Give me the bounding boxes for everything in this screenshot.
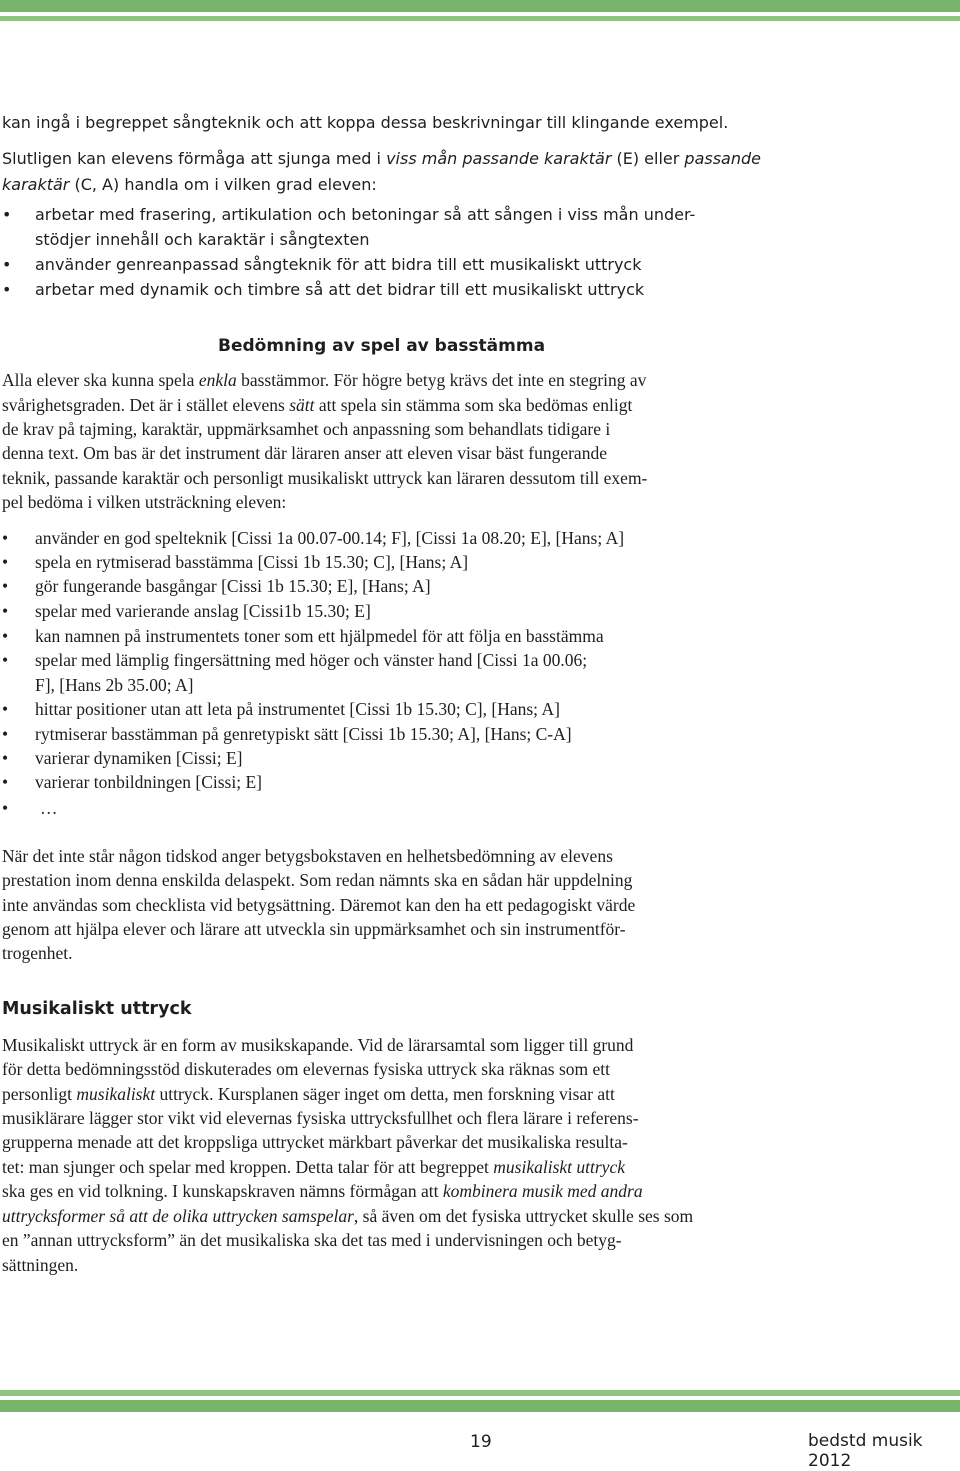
bass-bullet-1: använder en god spelteknik [Cissi 1a 00.07-00.14; F], [Cissi 1a 08.20; E], [Hans; A] xyxy=(35,528,625,548)
bullet-mark: • xyxy=(2,205,12,224)
musical-line-4: musiklärare lägger stor vikt vid elevernas fysiska uttrycksfullhet och flera lärare i referens- xyxy=(2,1108,639,1128)
bullet-mark: • xyxy=(2,528,9,548)
intro-line-2: Slutligen kan elevens förmåga att sjunga med i viss mån passande karaktär (E) eller passande xyxy=(2,149,761,168)
bullet-mark: • xyxy=(2,699,9,719)
sing-bullet-1-line-1: arbetar med frasering, artikulation och betoningar så att sången i viss mån under- xyxy=(35,205,696,224)
bullet-mark: • xyxy=(2,772,9,792)
bass-bullet-5: kan namnen på instrumentets toner som ett hjälpmedel för att följa en basstämma xyxy=(35,626,604,646)
bullet-mark: • xyxy=(2,280,12,299)
bullet-mark: • xyxy=(2,724,9,744)
bass-bullet-6-line-1: spelar med lämplig fingersättning med höger och vänster hand [Cissi 1a 00.06; xyxy=(35,650,588,670)
bass-bullet-9: varierar dynamiken [Cissi; E] xyxy=(35,748,243,768)
top-band-dark xyxy=(0,0,960,12)
intro-line-1: kan ingå i begreppet sångteknik och att koppa dessa beskrivningar till klingande exempel. xyxy=(2,113,729,132)
bass-bullet-2: spela en rytmiserad basstämma [Cissi 1b 15.30; C], [Hans; A] xyxy=(35,552,469,572)
sing-bullet-2: använder genreanpassad sångteknik för att bidra till ett musikaliskt uttryck xyxy=(35,255,642,274)
bass-bullet-4: spelar med varierande anslag [Cissi1b 15.30; E] xyxy=(35,601,371,621)
bullet-mark: • xyxy=(2,650,9,670)
page-number: 19 xyxy=(470,1432,492,1452)
bottom-band-dark xyxy=(0,1400,960,1412)
bullet-mark: • xyxy=(2,748,9,768)
bullet-mark: • xyxy=(2,601,9,621)
bass-para-line-2: svårighetsgraden. Det är i stället elevens sätt att spela sin stämma som ska bedömas enligt xyxy=(2,395,633,415)
bass-bullet-3: gör fungerande basgångar [Cissi 1b 15.30; E], [Hans; A] xyxy=(35,576,431,596)
musical-line-9: en ”annan uttrycksform” än det musikaliska ska det tas med i undervisningen och betyg- xyxy=(2,1230,622,1250)
musical-line-6: tet: man sjunger och spelar med kroppen. Detta talar för att begreppet musikaliskt uttryck xyxy=(2,1157,625,1177)
musical-line-8: uttrycksformer så att de olika uttrycken samspelar, så även om det fysiska uttrycket skulle ses som xyxy=(2,1206,694,1226)
bullet-mark: • xyxy=(2,798,9,818)
summary-line-3: inte användas som checklista vid betygsättning. Däremot kan den ha ett pedagogiskt värde xyxy=(2,895,636,915)
summary-line-2: prestation inom denna enskilda delaspekt. Som redan nämnts ska en sådan här uppdelning xyxy=(2,870,633,890)
musical-line-1: Musikaliskt uttryck är en form av musikskapande. Vid de lärarsamtal som ligger till grund xyxy=(2,1035,634,1055)
summary-line-1: När det inte står någon tidskod anger betygsbokstaven en helhetsbedömning av elevens xyxy=(2,846,613,866)
bass-bullet-6-line-2: F], [Hans 2b 35.00; A] xyxy=(35,675,194,695)
bullet-mark: • xyxy=(2,626,9,646)
bullet-mark: • xyxy=(2,552,9,572)
bass-para-line-3: de krav på tajming, karaktär, uppmärksamhet och anpassning som behandlats tidigare i xyxy=(2,419,611,439)
intro-line-3: karaktär (C, A) handla om i vilken grad eleven: xyxy=(2,175,377,194)
bass-para-line-5: teknik, passande karaktär och personligt musikaliskt uttryck kan läraren dessutom till exem- xyxy=(2,468,648,488)
bass-para-line-1: Alla elever ska kunna spela enkla basstämmor. För högre betyg krävs det inte en stegring av xyxy=(2,370,647,390)
bass-section-heading: Bedömning av spel av basstämma xyxy=(218,336,546,356)
musical-line-5: grupperna menade att det kroppsliga uttrycket märkbart påverkar det musikaliska resulta- xyxy=(2,1132,628,1152)
summary-line-4: genom att hjälpa elever och lärare att utveckla sin uppmärksamhet och sin instrumentför- xyxy=(2,919,626,939)
musical-line-7: ska ges en vid tolkning. I kunskapskraven nämns förmågan att kombinera musik med andra xyxy=(2,1181,643,1201)
bullet-mark: • xyxy=(2,576,9,596)
musical-section-heading: Musikaliskt uttryck xyxy=(2,999,192,1019)
musical-line-2: för detta bedömningsstöd diskuterades om elevernas fysiska uttryck ska räknas som ett xyxy=(2,1059,610,1079)
bullet-mark: • xyxy=(2,255,12,274)
bass-bullet-10: varierar tonbildningen [Cissi; E] xyxy=(35,772,262,792)
bass-para-line-6: pel bedöma i vilken utsträckning eleven: xyxy=(2,492,287,512)
summary-line-5: trogenhet. xyxy=(2,943,73,963)
sing-bullet-1-line-2: stödjer innehåll och karaktär i sångtexten xyxy=(35,230,370,249)
musical-line-3: personligt musikaliskt uttryck. Kursplanen säger inget om detta, men forskning visar att xyxy=(2,1084,615,1104)
bottom-band-light xyxy=(0,1390,960,1396)
footer-brand: bedstd musik 2012 xyxy=(808,1431,923,1471)
bass-bullet-8: rytmiserar basstämman på genretypiskt sätt [Cissi 1b 15.30; A], [Hans; C-A] xyxy=(35,724,572,744)
bass-para-line-4: denna text. Om bas är det instrument där läraren anser att eleven visar bäst fungerande xyxy=(2,443,607,463)
musical-line-10: sättningen. xyxy=(2,1255,79,1275)
bass-bullet-ellipsis: … xyxy=(40,798,58,818)
top-band-light xyxy=(0,16,960,21)
sing-bullet-3: arbetar med dynamik och timbre så att det bidrar till ett musikaliskt uttryck xyxy=(35,280,645,299)
bass-bullet-7: hittar positioner utan att leta på instrumentet [Cissi 1b 15.30; C], [Hans; A] xyxy=(35,699,560,719)
